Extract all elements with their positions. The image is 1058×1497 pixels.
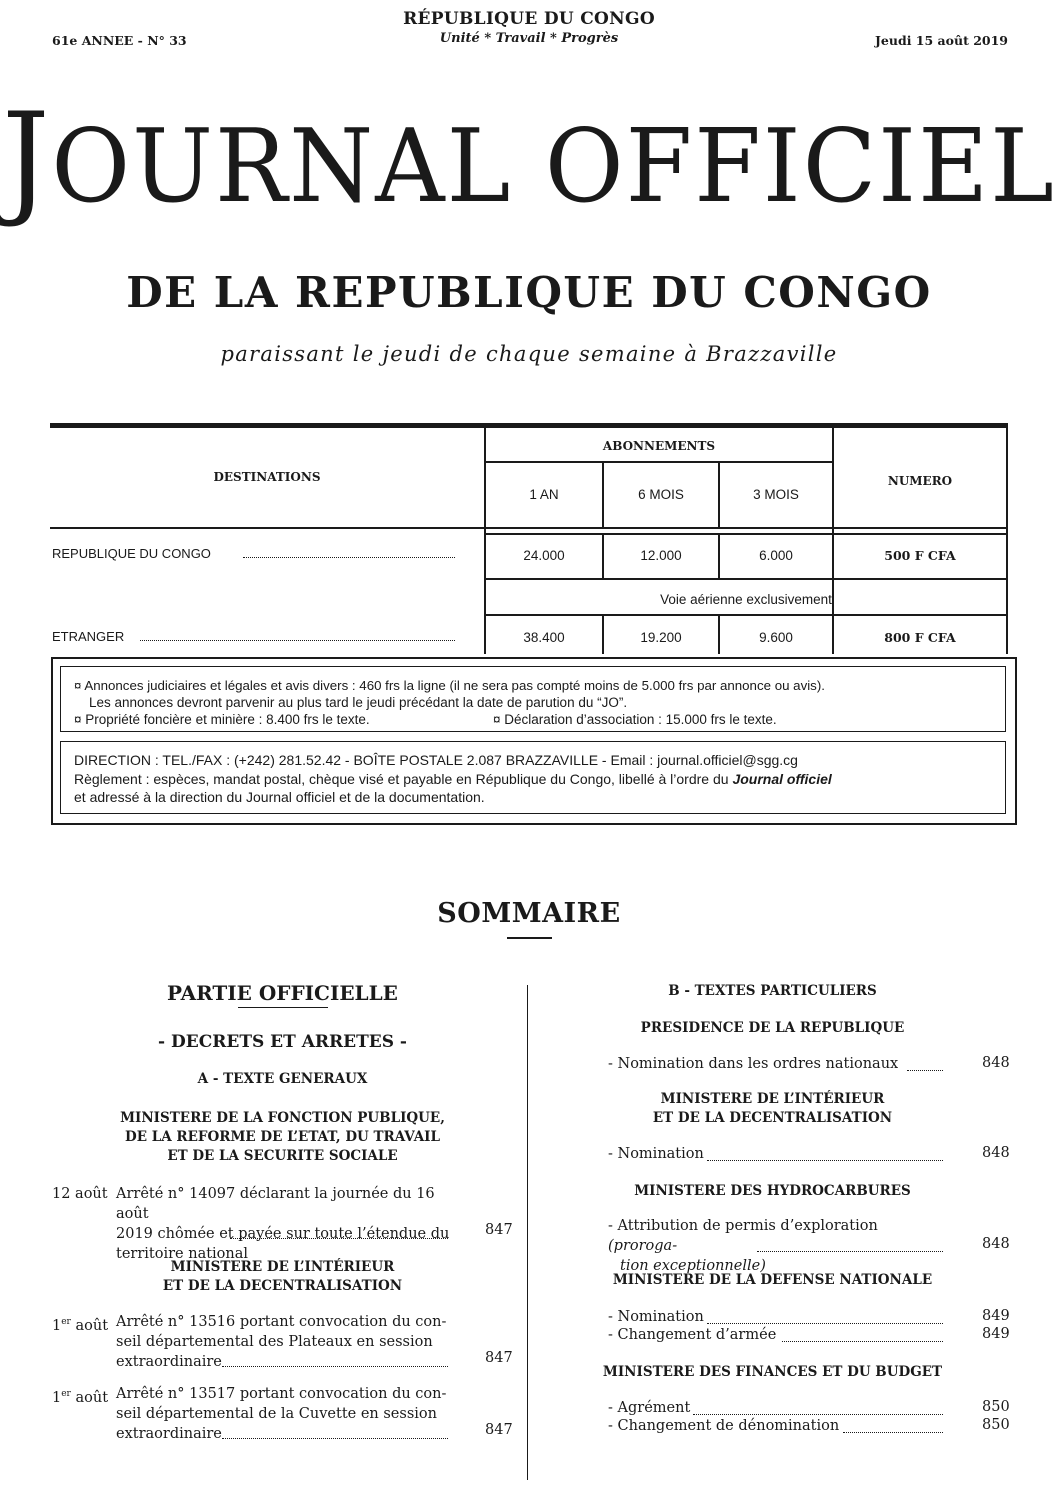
entry-line: Arrêté n° 13517 portant convocation du con- (116, 1386, 447, 1402)
decrets-heading: - DECRETS ET ARRETES - (158, 1032, 407, 1052)
issue-date: Jeudi 15 août 2019 (875, 33, 1008, 48)
price-cell: 12.000 (640, 548, 682, 563)
leader-dots (230, 1238, 448, 1239)
price-cell: 24.000 (523, 548, 565, 563)
ministry-line: MINISTERE DE L’INTÉRIEUR (660, 1091, 885, 1107)
row-label-etranger: ETRANGER (52, 629, 125, 644)
entry-line: Arrêté n° 14097 déclarant la journée du 16 août (116, 1186, 435, 1222)
notice-line: ¤ Déclaration d’association : 15.000 frs le texte. (493, 712, 777, 727)
republic-name: RÉPUBLIQUE DU CONGO (403, 9, 655, 29)
ministry-line: MINISTERE DE LA FONCTION PUBLIQUE, (120, 1110, 445, 1126)
page-number: 850 (982, 1417, 1010, 1433)
page-number: 848 (982, 1145, 1010, 1161)
payment-payee: Journal officiel (732, 771, 832, 787)
column-header-6-mois: 6 MOIS (638, 487, 684, 502)
date-suffix: er (61, 1317, 71, 1327)
page-number: 847 (485, 1222, 513, 1238)
entry-text: - Nomination (608, 1146, 704, 1162)
entry-line: extraordinaire (116, 1354, 222, 1370)
notice-line: Les annonces devront parvenir au plus tard le jeudi précédant la date de parution du “JO”. (89, 695, 628, 710)
ministry-heading: MINISTERE DE LA DEFENSE NATIONALE (612, 1272, 933, 1288)
entry-date (52, 1384, 108, 1408)
page-number: 848 (982, 1055, 1010, 1071)
leader-dots (757, 1251, 943, 1252)
table-rule (484, 614, 1008, 616)
journal-title (0, 85, 1058, 231)
entry-line: 2019 chômée et payée sur toute l’étendue du (116, 1226, 450, 1242)
page-number: 849 (982, 1326, 1010, 1342)
leader-dots (707, 1160, 943, 1161)
table-top-rule (50, 423, 1008, 428)
direction-box (60, 741, 1006, 814)
ministry-heading (50, 1258, 515, 1296)
leader-dots (243, 557, 455, 558)
ministry-line: ET DE LA DECENTRALISATION (652, 1110, 893, 1126)
ministry-line: MINISTERE DE L’INTÉRIEUR (170, 1259, 395, 1275)
entry-text: - Nomination dans les ordres nationaux (608, 1056, 899, 1072)
table-rule (50, 527, 1008, 529)
sommaire-rule (507, 937, 552, 939)
leader-dots (843, 1432, 943, 1433)
table-divider (1006, 428, 1008, 654)
page-number: 848 (982, 1236, 1010, 1252)
destinations-header: DESTINATIONS (213, 470, 321, 484)
entry-text: - Agrément (608, 1400, 691, 1416)
leader-dots (707, 1323, 943, 1324)
partie-officielle-heading: PARTIE OFFICIELLE (167, 981, 398, 1005)
journal-tagline: paraissant le jeudi de chaque semaine à Brazzaville (220, 342, 838, 366)
payment-text: Règlement : espèces, mandat postal, chèque visé et payable en République du Congo, libellé à l’ordre du (74, 771, 733, 787)
direction-line (74, 771, 832, 788)
column-divider (527, 985, 528, 1480)
ministry-heading (540, 1090, 1005, 1128)
leader-dots (222, 1438, 448, 1439)
entry-line: extraordinaire (116, 1426, 222, 1442)
journal-subtitle: DE LA REPUBLIQUE DU CONGO (126, 268, 932, 317)
leader-dots (907, 1070, 943, 1071)
info-box (51, 657, 1017, 825)
ministry-heading: MINISTERE DES FINANCES ET DU BUDGET (602, 1364, 943, 1380)
entry-line: seil départemental des Plateaux en session (116, 1334, 433, 1350)
entry-line: seil départemental de la Cuvette en session (116, 1406, 437, 1422)
entry-text (608, 1216, 948, 1276)
numero-header: NUMERO (887, 474, 953, 488)
entry-line: territoire national (116, 1246, 249, 1262)
entry-text: - Changement de dénomination (608, 1418, 840, 1434)
entry-text (116, 1312, 456, 1372)
ministry-line: ET DE LA DECENTRALISATION (162, 1278, 403, 1294)
page-number: 847 (485, 1422, 513, 1438)
page-number: 847 (485, 1350, 513, 1366)
entry-line: Arrêté n° 13516 portant convocation du con- (116, 1314, 447, 1330)
price-cell: 9.600 (759, 630, 793, 645)
sommaire-title: SOMMAIRE (437, 898, 621, 929)
price-cell: 38.400 (523, 630, 565, 645)
table-rule (484, 533, 1008, 535)
entry-date: 12 août (52, 1186, 108, 1202)
date-month: août (70, 1317, 109, 1334)
abonnements-header: ABONNEMENTS (602, 439, 716, 453)
entry-text (116, 1384, 456, 1444)
date-day: 1 (52, 1317, 62, 1334)
price-cell: 19.200 (640, 630, 682, 645)
ministry-heading (50, 1109, 515, 1166)
heading-rule (238, 1007, 328, 1008)
leader-dots (222, 1366, 448, 1367)
notices-box (60, 666, 1006, 732)
entry-line-emphasis: tion exceptionnelle) (620, 1258, 766, 1274)
ministry-heading: MINISTERE DES HYDROCARBURES (634, 1183, 911, 1199)
date-suffix: er (61, 1389, 71, 1399)
entry-text: - Changement d’armée (608, 1327, 777, 1343)
year-issue-number: 61e ANNEE - N° 33 (52, 33, 187, 48)
journal-title-initial: J (2, 85, 52, 231)
direction-line: DIRECTION : TEL./FAX : (+242) 281.52.42 - BOÎTE POSTALE 2.087 BRAZZAVILLE - Email : journal.officiel@sgg.cg (74, 752, 798, 768)
row-label-congo: REPUBLIQUE DU CONGO (52, 546, 211, 561)
notice-line: ¤ Propriété foncière et minière : 8.400 frs le texte. (74, 712, 370, 727)
ministry-line: ET DE LA SECURITE SOCIALE (167, 1148, 398, 1164)
textes-particuliers-heading: B - TEXTES PARTICULIERS (668, 983, 877, 999)
entry-text (116, 1184, 456, 1264)
entry-line-text: - Attribution de permis d’exploration (608, 1218, 878, 1234)
entry-date (52, 1312, 108, 1336)
column-header-1-an: 1 AN (529, 487, 559, 502)
ministry-line: DE LA REFORME DE L’ETAT, DU TRAVAIL (125, 1129, 440, 1145)
date-day: 1 (52, 1389, 62, 1406)
numero-price-cell: 500 F CFA (884, 548, 956, 563)
leader-dots (782, 1341, 943, 1342)
textes-generaux-heading: A - TEXTE GENERAUX (197, 1071, 368, 1087)
air-mail-note: Voie aérienne exclusivement (660, 592, 832, 607)
entry-line-emphasis: (proroga- (608, 1238, 678, 1254)
ministry-heading: PRESIDENCE DE LA REPUBLIQUE (640, 1020, 905, 1036)
page-number: 849 (982, 1308, 1010, 1324)
entry-text: - Nomination (608, 1309, 704, 1325)
leader-dots (140, 640, 455, 641)
page-number: 850 (982, 1399, 1010, 1415)
journal-title-rest: OURNAL OFFICIEL (51, 107, 1056, 225)
numero-price-cell: 800 F CFA (884, 630, 956, 645)
date-month: août (70, 1389, 109, 1406)
table-rule (484, 578, 1008, 580)
entry-line (608, 1216, 948, 1256)
direction-line: et adressé à la direction du Journal officiel et de la documentation. (74, 789, 485, 805)
column-header-3-mois: 3 MOIS (753, 487, 799, 502)
price-cell: 6.000 (759, 548, 793, 563)
leader-dots (693, 1414, 943, 1415)
table-rule (484, 461, 834, 463)
notice-line: ¤ Annonces judiciaires et légales et avis divers : 460 frs la ligne (il ne sera pas compté moins de 5.000 frs par annonce ou avis). (74, 678, 825, 693)
national-motto: Unité * Travail * Progrès (439, 31, 619, 46)
